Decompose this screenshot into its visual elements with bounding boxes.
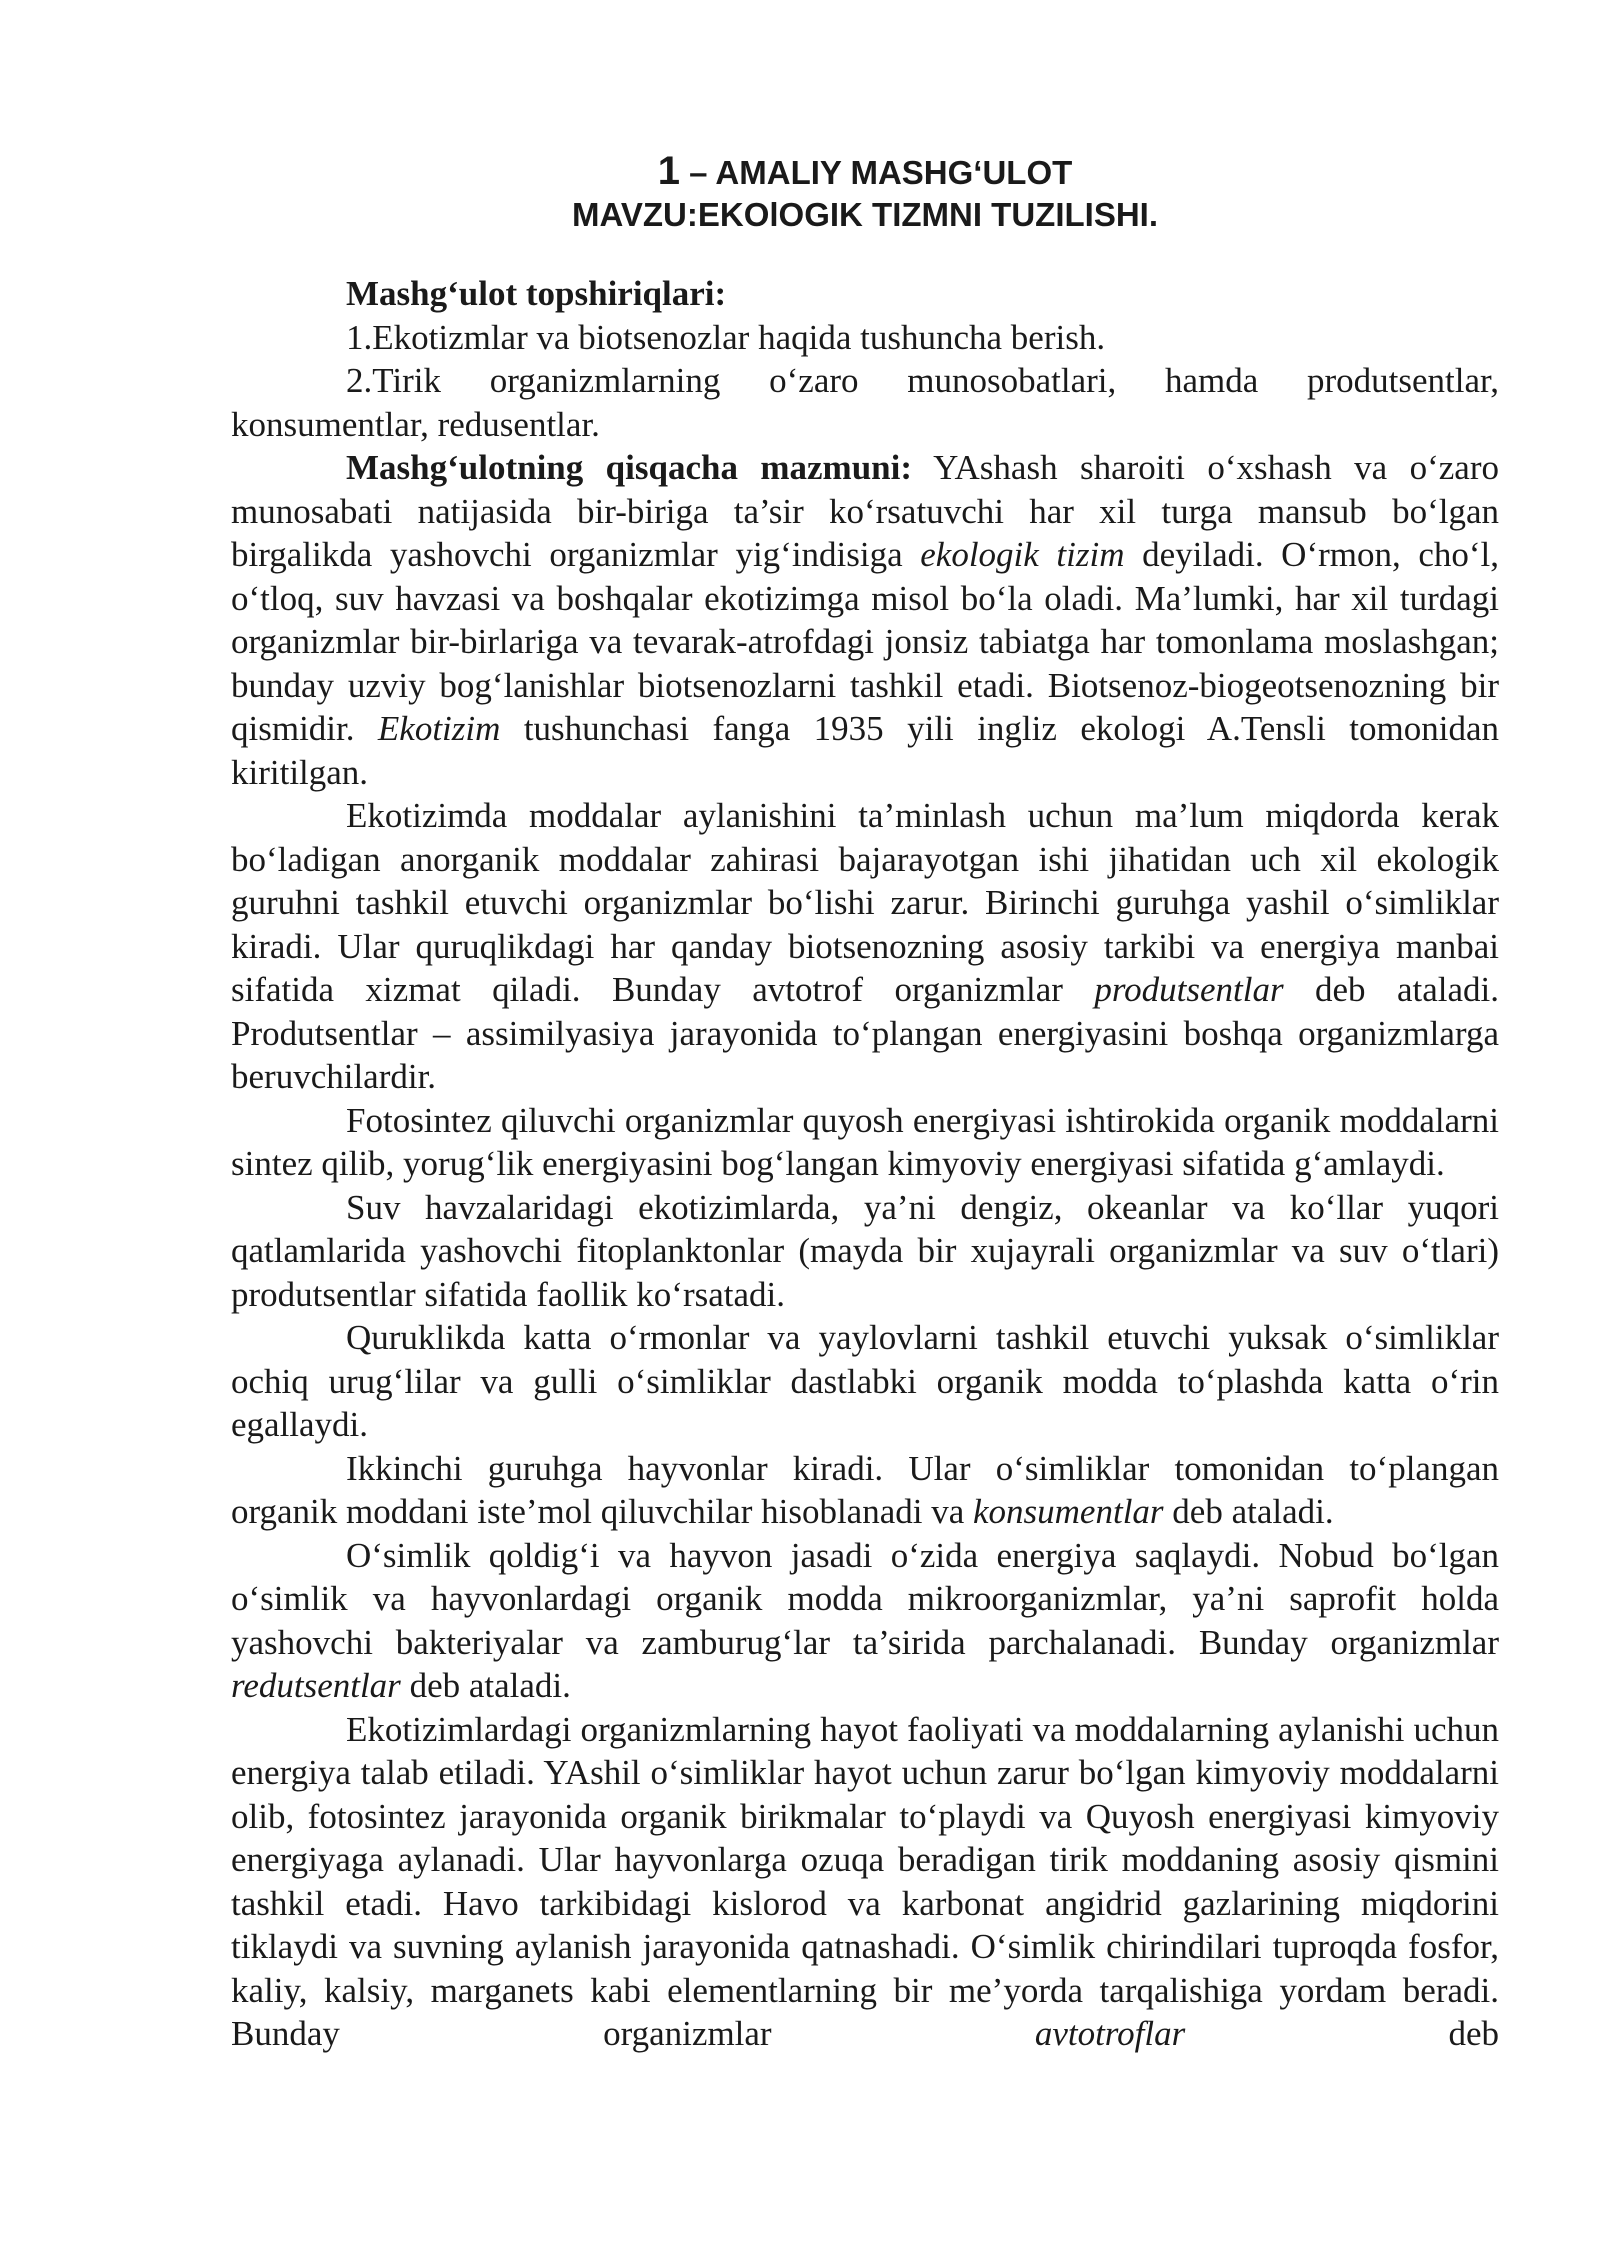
text-run: Ekotizimlardagi organizmlarning hayot faoliyati va moddalarning aylanishi uchun energiya talab etiladi. YAshil o‘simliklar hayot uchun zarur bo‘lgan kimyoviy moddalarni olib, fotosintez jarayonida organik birikmalar to‘playdi va Quyosh energiyasi kimyoviy energiyaga aylanadi. Ular hayvonlarga ozuqa beradigan tirik moddaning asosiy qismini tashkil etadi. Havo tarkibidagi kislorod va karbonat angidrid gazlarining miqdorini tiklaydi va suvning aylanish jarayonida qatnashadi. O‘simlik chirindilari tuproqda fosfor, kaliy, kalsiy, marganets kabi elementlarning bir me’yorda tarqalishiga yordam beradi. Bunday organizmlar (231, 1709, 1499, 2053)
tasks-heading: Mashg‘ulot topshiriqlari: (346, 274, 727, 313)
summary-paragraph-2 (231, 794, 1499, 1099)
text-run: deb ataladi. (400, 1666, 571, 1705)
summary-paragraph-7 (231, 1534, 1499, 1708)
term-ecosystem: Ekotizim (377, 709, 501, 748)
summary-paragraph-3: Fotosintez qiluvchi organizmlar quyosh energiyasi ishtirokida organik moddalarni sintez qilib, yorug‘lik energiyasini bog‘langan kimyoviy energiyasi sifatida g‘amlaydi. (231, 1100, 1499, 1183)
summary-paragraph-8 (231, 1708, 1499, 2056)
term-producers: produtsentlar (1094, 970, 1284, 1009)
summary-paragraph-6 (231, 1447, 1499, 1534)
task-item-1: 1.Ekotizmlar va biotsenozlar haqida tushuncha berish. (346, 317, 1106, 357)
text-run: YAshash sharoiti o‘xshash va o‘zaro munosabati natijasida bir-biriga ta’sir ko‘rsatuvchi har xil turga mansub bo‘lgan birgalikda yashovchi organizmlar yig‘indisiga (231, 448, 1499, 574)
text-run: tushunchasi fanga 1935 yili ingliz ekologi A.Tensli tomonidan kiritilgan. (231, 709, 1499, 792)
term-autotrophs: avtotroflar (1034, 2014, 1186, 2053)
task-item-2: 2.Tirik organizmlarning o‘zaro munosobatlari, hamda produtsentlar, konsumentlar, redusentlar. (231, 361, 1499, 444)
term-ecological-system: ekologik tizim (920, 535, 1125, 574)
page-title (231, 150, 1499, 194)
topic-title: MAVZU:EKOlOGIK TIZMNI TUZILISHI. (571, 196, 1158, 233)
text-run: Ekotizimda moddalar aylanishini ta’minlash uchun ma’lum miqdorda kerak bo‘ladigan anorganik moddalar zahirasi bajarayotgan ishi jihatidan uch xil ekologik guruhni tashkil etuvchi organizmlar bo‘lishi zarur. Birinchi guruhga yashil o‘simliklar kiradi. Ular quruqlikdagi har qanday biotsenozning asosiy tarkibi va energiya manbai sifatida xizmat qiladi. Bunday avtotrof organizmlar (231, 796, 1499, 1009)
term-consumers: konsumentlar (973, 1492, 1164, 1531)
text-run: deyiladi. O‘rmon, cho‘l, o‘tloq, suv havzasi va boshqalar ekotizimga misol bo‘la oladi. Ma’lumki, har xil turdagi organizmlar bir-birlariga va tevarak-atrofdagi jonsiz tabiatga har tomonlama moslashgan; bunday uzviy bog‘lanishlar biotsenozlarni tashkil etadi. Biotsenoz-biogeotsenozning bir qismidir. (231, 535, 1500, 748)
text-run: Ikkinchi guruhga hayvonlar kiradi. Ular o‘simliklar tomonidan to‘plangan organik moddani iste’mol qiluvchilar hisoblanadi va (231, 1448, 1499, 1531)
text-run: deb (1185, 2014, 1499, 2053)
summary-heading: Mashg‘ulotning qisqacha mazmuni: (346, 448, 913, 487)
term-reducers: redutsentlar (231, 1666, 401, 1705)
summary-paragraph-5: Quruklikda katta o‘rmonlar va yaylovlarni tashkil etuvchi yuksak o‘simliklar ochiq urug‘lilar va gulli o‘simliklar dastlabki organik modda to‘plashda katta o‘rin egallaydi. (231, 1318, 1499, 1444)
text-run: deb ataladi. Produtsentlar – assimilyasiya jarayonida to‘plangan energiyasini boshqa organizmlarga beruvchilardir. (231, 970, 1499, 1096)
title-text: – AMALIY MASHG‘ULOT (679, 154, 1073, 191)
summary-paragraph-4: Suv havzalaridagi ekotizimlarda, ya’ni dengiz, okeanlar va ko‘llar yuqori qatlamlarida yashovchi fitoplanktonlar (mayda bir xujayrali organizmlar va suv o‘tlari) produtsentlar sifatida faollik ko‘rsatadi. (231, 1187, 1499, 1314)
text-run: deb ataladi. (1163, 1492, 1334, 1531)
practice-number: 1 (657, 149, 680, 193)
summary-paragraph-1 (231, 446, 1499, 794)
document-page (231, 150, 1499, 2056)
text-run: O‘simlik qoldig‘i va hayvon jasadi o‘zida energiya saqlaydi. Nobud bo‘lgan o‘simlik va hayvonlardagi organik modda mikroorganizmlar, ya’ni saprofit holda yashovchi bakteriyalar va zamburug‘lar ta’sirida parchalanadi. Bunday organizmlar (231, 1535, 1499, 1662)
